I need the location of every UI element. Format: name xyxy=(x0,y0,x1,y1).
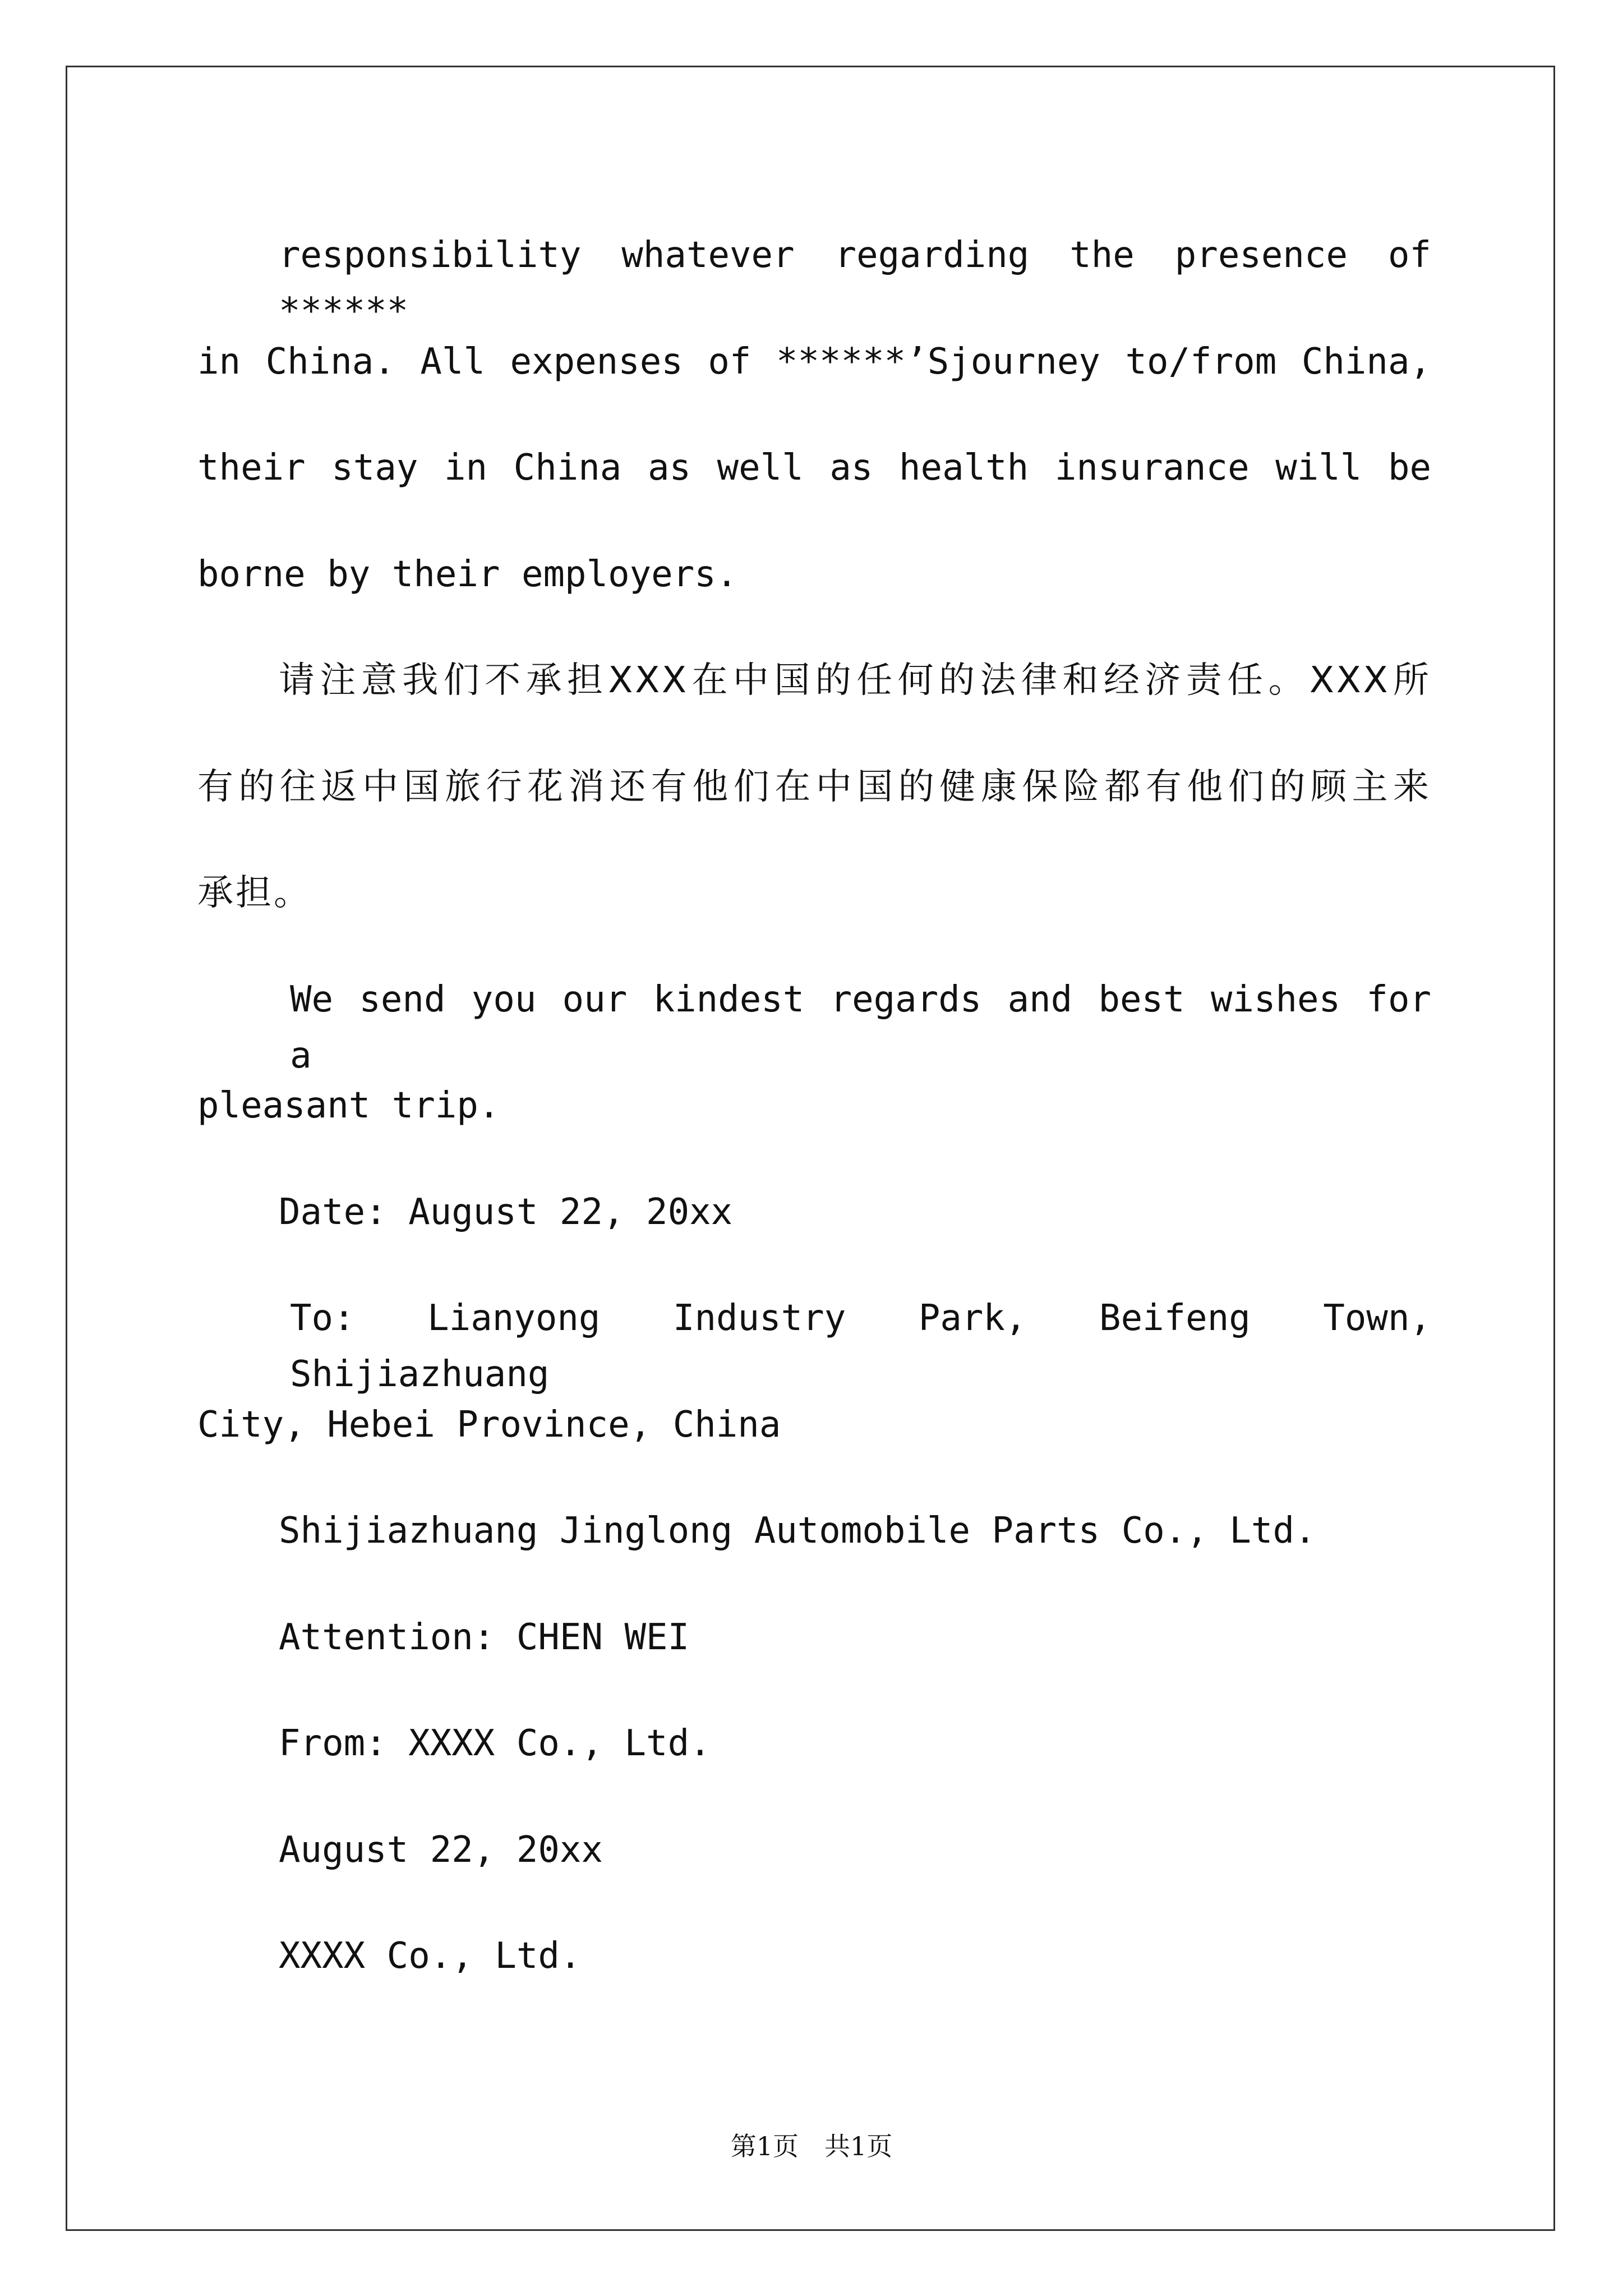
document-body xyxy=(197,227,1431,2035)
address-line-1: To: Lianyong Industry Park, Beifeng Town, Shijiazhuang xyxy=(290,1297,1431,1395)
chinese-line-1: 请注意我们不承担XXX在中国的任何的法律和经济责任。XXX所 xyxy=(279,660,1431,701)
page-number-footer: 第1页 共1页 xyxy=(730,2131,893,2161)
chinese-line-3: 承担。 xyxy=(197,872,312,914)
body-line-3: their stay in China as well as health insurance will be xyxy=(197,447,1431,489)
signature-date-line: August 22, 20xx xyxy=(279,1829,603,1871)
attention-line: Attention: CHEN WEI xyxy=(279,1616,690,1658)
company-line: Shijiazhuang Jinglong Automobile Parts Co., Ltd. xyxy=(279,1510,1316,1552)
body-line-1: responsibility whatever regarding the presence of ****** xyxy=(279,234,1431,332)
body-line-2: in China. All expenses of ******’Sjourney to/from China, xyxy=(197,341,1431,383)
signature-company-line: XXXX Co., Ltd. xyxy=(279,1935,582,1977)
regards-line-1: We send you our kindest regards and best wishes for a xyxy=(290,978,1431,1076)
body-line-4: borne by their employers. xyxy=(197,553,738,595)
chinese-line-2: 有的往返中国旅行花消还有他们在中国的健康保险都有他们的顾主来 xyxy=(197,766,1431,808)
regards-line-2: pleasant trip. xyxy=(197,1085,500,1126)
address-line-2: City, Hebei Province, China xyxy=(197,1404,781,1446)
date-line: Date: August 22, 20xx xyxy=(279,1191,733,1233)
from-line: From: XXXX Co., Ltd. xyxy=(279,1723,711,1764)
